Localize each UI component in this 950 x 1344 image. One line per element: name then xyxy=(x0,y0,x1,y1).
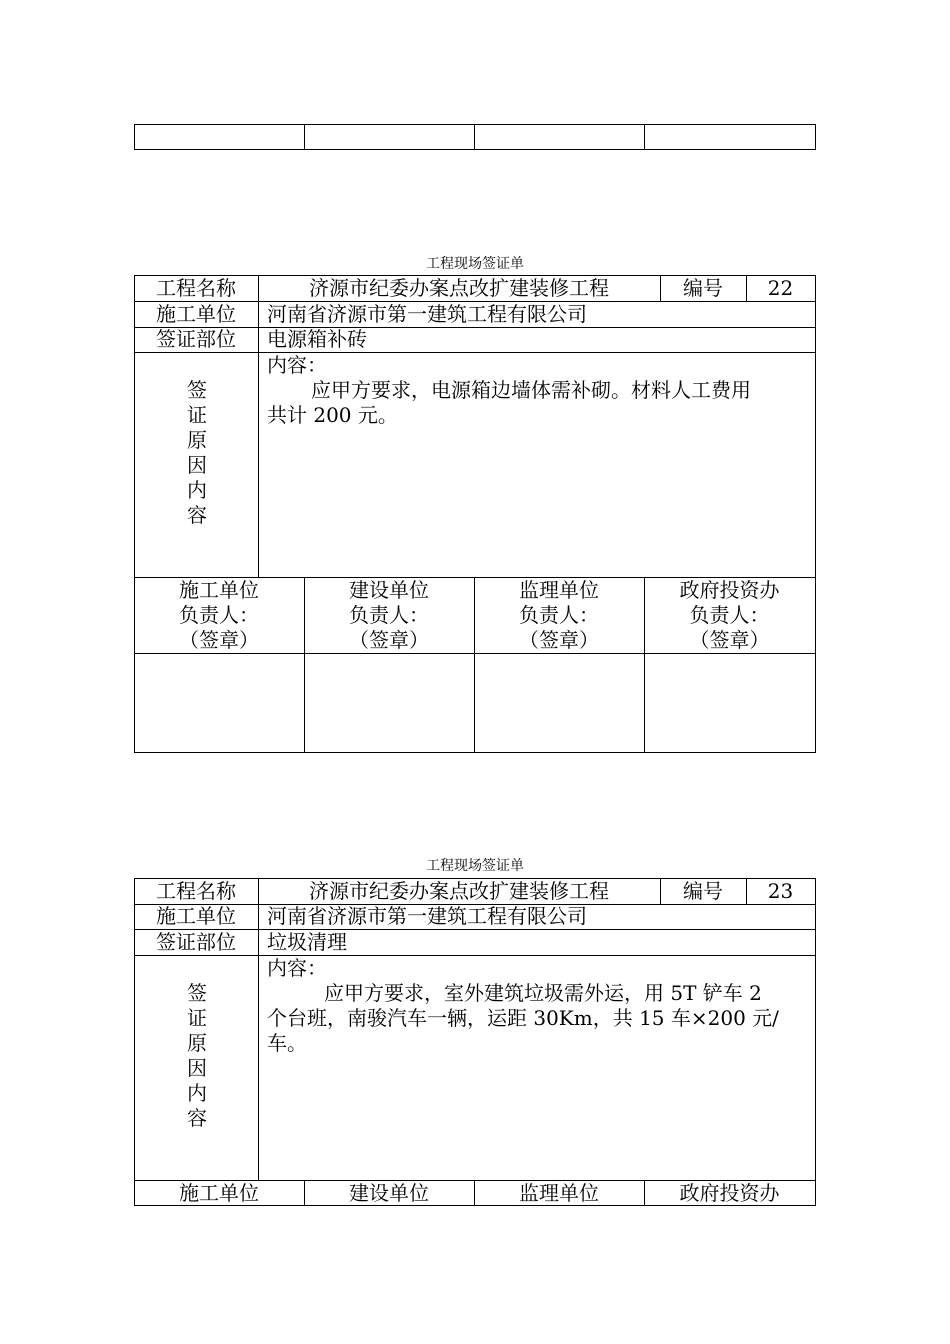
sign-col-contractor: 施工单位 xyxy=(179,578,259,602)
responsible-label: 负责人： xyxy=(689,603,770,627)
contractor-label: 施工单位 xyxy=(156,904,236,928)
sign-col-government: 政府投资办 xyxy=(679,578,780,602)
content-prefix: 内容： xyxy=(267,956,327,980)
visa-location-value: 垃圾清理 xyxy=(267,930,347,954)
contractor-value: 河南省济源市第一建筑工程有限公司 xyxy=(267,302,587,326)
number-label: 编号 xyxy=(683,276,723,300)
form-title: 工程现场签证单 xyxy=(426,858,524,874)
visa-location-value: 电源箱补砖 xyxy=(267,327,367,351)
content-line: 车。 xyxy=(267,1031,307,1055)
responsible-label: 负责人： xyxy=(519,603,599,627)
number-value: 22 xyxy=(767,276,794,300)
visa-location-label: 签证部位 xyxy=(156,930,236,954)
sign-col-contractor: 施工单位 xyxy=(179,1181,259,1205)
visa-location-label: 签证部位 xyxy=(156,327,236,351)
content-line: 个台班，南骏汽车一辆，运距 30Km，共 15 车×200 元/ xyxy=(267,1006,779,1030)
project-name-label: 工程名称 xyxy=(156,276,236,300)
project-name-value: 济源市纪委办案点改扩建装修工程 xyxy=(309,879,609,903)
sign-col-government: 政府投资办 xyxy=(679,1181,780,1205)
content-prefix: 内容： xyxy=(267,353,327,377)
content-line: 应甲方要求，电源箱边墙体需补砌。材料人工费用 xyxy=(311,378,751,402)
contractor-label: 施工单位 xyxy=(156,302,236,326)
seal-label: （签章） xyxy=(349,628,429,652)
responsible-label: 负责人： xyxy=(179,603,259,627)
sign-col-owner: 建设单位 xyxy=(349,1181,429,1205)
sign-col-owner: 建设单位 xyxy=(349,578,429,602)
project-name-value: 济源市纪委办案点改扩建装修工程 xyxy=(309,276,609,300)
number-label: 编号 xyxy=(683,879,723,903)
reason-label: 签 证 原 因 内 容 xyxy=(187,378,207,527)
seal-label: （签章） xyxy=(689,628,770,652)
sign-col-supervisor: 监理单位 xyxy=(519,578,599,602)
seal-label: （签章） xyxy=(179,628,259,652)
contractor-value: 河南省济源市第一建筑工程有限公司 xyxy=(267,904,587,928)
sign-col-supervisor: 监理单位 xyxy=(519,1181,599,1205)
number-value: 23 xyxy=(767,879,794,903)
reason-label: 签 证 原 因 内 容 xyxy=(187,981,207,1130)
form-title: 工程现场签证单 xyxy=(426,256,524,272)
project-name-label: 工程名称 xyxy=(156,879,236,903)
content-line: 应甲方要求，室外建筑垃圾需外运，用 5T 铲车 2 xyxy=(324,981,762,1005)
responsible-label: 负责人： xyxy=(349,603,429,627)
seal-label: （签章） xyxy=(519,628,599,652)
content-line: 共计 200 元。 xyxy=(267,403,398,427)
